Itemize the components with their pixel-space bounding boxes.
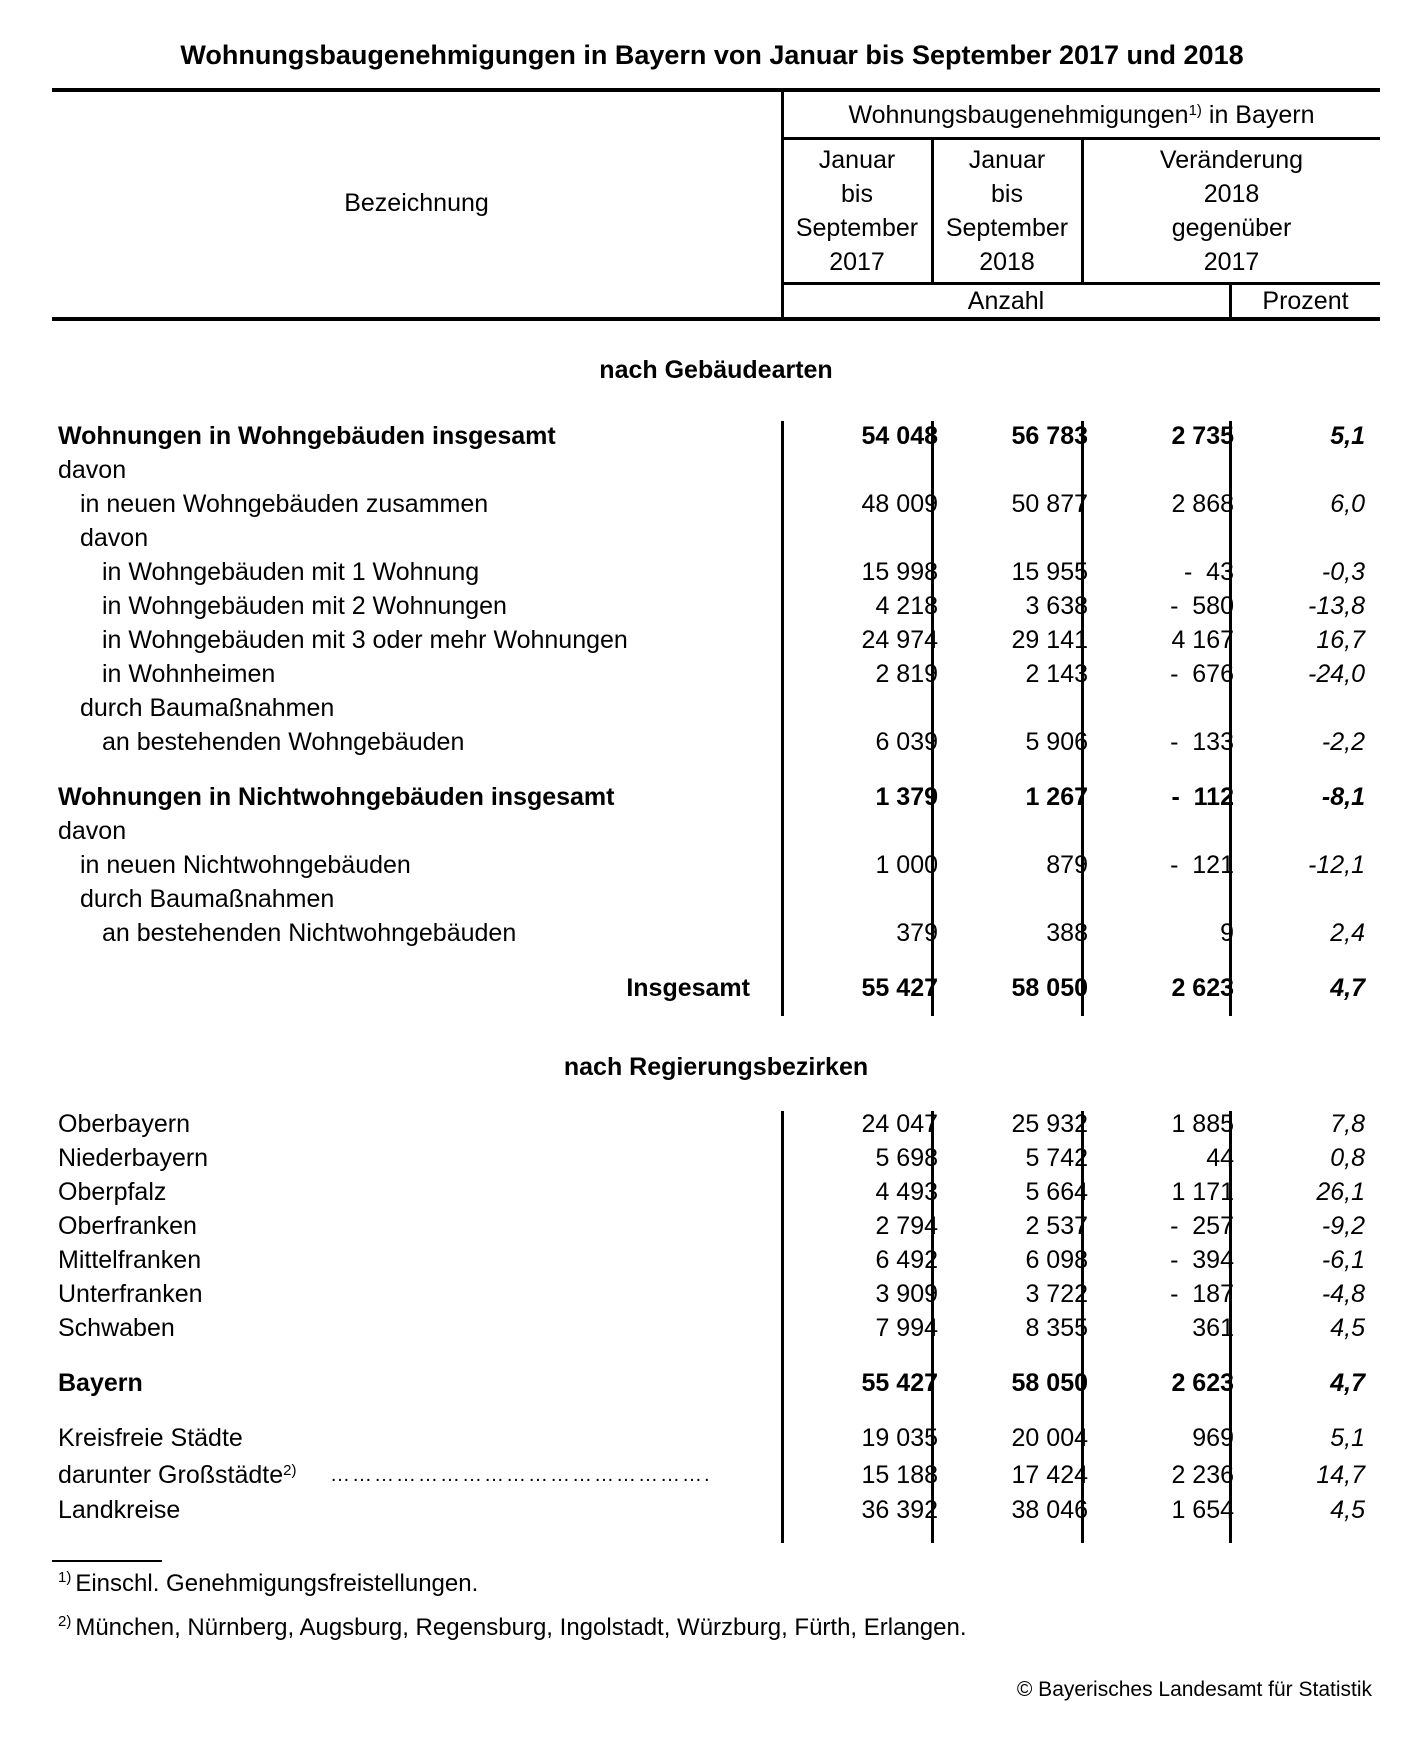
value-2018: 38 046: [1011, 1496, 1088, 1524]
footnote-ref-1: 1): [1188, 102, 1202, 119]
value-2018: 56 783: [1011, 422, 1088, 450]
value-change: 969: [1192, 1424, 1234, 1452]
value-change: 1 654: [1171, 1496, 1234, 1524]
value-percent: 7,8: [1330, 1110, 1365, 1138]
table-row: [52, 623, 1380, 657]
value-change: - 580: [1170, 592, 1234, 620]
value-percent: 6,0: [1330, 490, 1365, 518]
value-percent: 5,1: [1330, 422, 1365, 450]
row-label: in neuen Nichtwohngebäuden: [80, 851, 411, 879]
table-row-total: [52, 1366, 1380, 1400]
value-2017: 1 379: [875, 783, 938, 811]
value-2017: 54 048: [861, 422, 938, 450]
value-2017: 55 427: [861, 1369, 938, 1397]
row-label: in Wohngebäuden mit 1 Wohnung: [102, 558, 480, 586]
value-percent: 4,7: [1330, 1369, 1365, 1397]
row-label: an bestehenden Nichtwohngebäuden: [102, 919, 517, 947]
value-2018: 8 355: [1025, 1314, 1088, 1342]
row-label: in Wohnheimen: [102, 660, 276, 688]
value-2017: 4 493: [875, 1178, 938, 1206]
value-change: - 133: [1170, 728, 1234, 756]
footnote-text: München, Nürnberg, Augsburg, Regensburg, Ingolstadt, Würzburg, Fürth, Erlangen.: [75, 1614, 967, 1641]
value-change: 1 885: [1171, 1110, 1234, 1138]
value-percent: -12,1: [1308, 851, 1365, 879]
table-row: [52, 1458, 1380, 1492]
value-2017: 2 819: [875, 660, 938, 688]
page-title: Wohnungsbaugenehmigungen in Bayern von Januar bis September 2017 und 2018: [180, 40, 1244, 70]
value-percent: -6,1: [1321, 1246, 1365, 1274]
value-2017: 48 009: [861, 490, 938, 518]
value-2017: 6 039: [875, 728, 938, 756]
value-2018: 388: [1046, 919, 1088, 947]
header-unit-count: Anzahl: [967, 287, 1045, 315]
value-2018: 1 267: [1025, 783, 1088, 811]
value-change: - 112: [1171, 783, 1234, 811]
table-row: [52, 1277, 1380, 1311]
table-row: [52, 521, 1380, 555]
table-row: [52, 780, 1380, 814]
value-2018: 29 141: [1011, 626, 1088, 654]
row-label: davon: [58, 456, 127, 484]
row-label: Niederbayern: [58, 1144, 209, 1172]
header-col-change-line: gegenüber: [1171, 214, 1292, 242]
table-row: [52, 419, 1380, 453]
value-2018: 15 955: [1011, 558, 1088, 586]
value-change: - 676: [1170, 660, 1234, 688]
table-row: [52, 453, 1380, 487]
table-row: [52, 487, 1380, 521]
value-2017: 36 392: [861, 1496, 938, 1524]
value-change: 2 236: [1171, 1461, 1234, 1489]
row-label: Unterfranken: [58, 1280, 203, 1308]
row-label: in Wohngebäuden mit 3 oder mehr Wohnungen: [102, 626, 628, 654]
value-change: 4 167: [1171, 626, 1234, 654]
footnote-mark: 1): [58, 1569, 72, 1586]
value-percent: -0,3: [1321, 558, 1365, 586]
header-col-2018-line: September: [945, 214, 1069, 242]
dot-leader: …………………………………………….: [330, 1464, 712, 1486]
value-percent: 2,4: [1330, 919, 1365, 947]
row-label: durch Baumaßnahmen: [80, 885, 335, 913]
value-2018: 20 004: [1011, 1424, 1088, 1452]
header-unit-percent: Prozent: [1262, 287, 1349, 315]
table-row: [52, 1493, 1380, 1527]
table-row: [52, 1141, 1380, 1175]
table-row: [52, 555, 1380, 589]
value-change: 1 171: [1171, 1178, 1234, 1206]
table-row: [52, 725, 1380, 759]
value-2017: 24 047: [861, 1110, 938, 1138]
value-change: - 43: [1183, 558, 1234, 586]
table-row: [52, 1421, 1380, 1455]
header-stub-label: Bezeichnung: [344, 189, 489, 217]
header-col-change-line: 2018: [1203, 180, 1260, 208]
row-label: Oberbayern: [58, 1110, 191, 1138]
row-label: Mittelfranken: [58, 1246, 202, 1274]
value-change: 44: [1206, 1144, 1234, 1172]
value-percent: 4,5: [1330, 1314, 1365, 1342]
section-heading-regions: nach Regierungsbezirken: [563, 1053, 869, 1081]
value-percent: 26,1: [1316, 1178, 1365, 1206]
table-row: [52, 848, 1380, 882]
row-label: an bestehenden Wohngebäuden: [102, 728, 465, 756]
row-label: durch Baumaßnahmen: [80, 694, 335, 722]
value-2017: 24 974: [861, 626, 938, 654]
value-percent: -2,2: [1321, 728, 1365, 756]
value-2017: 15 998: [861, 558, 938, 586]
footnote-1: [58, 1569, 478, 1602]
table-row: [52, 1243, 1380, 1277]
table-row: [52, 691, 1380, 725]
value-2017: 5 698: [875, 1144, 938, 1172]
value-change: - 394: [1170, 1246, 1234, 1274]
value-change: 9: [1220, 919, 1234, 947]
value-2018: 17 424: [1011, 1461, 1088, 1489]
value-change: - 257: [1170, 1212, 1234, 1240]
footnote-mark: 2): [58, 1613, 72, 1630]
value-2018: 6 098: [1025, 1246, 1088, 1274]
value-2018: 5 664: [1025, 1178, 1088, 1206]
row-label: Wohnungen in Nichtwohngebäuden insgesamt: [58, 783, 615, 811]
header-col-2017-line: bis: [841, 180, 873, 208]
value-2017: 3 909: [875, 1280, 938, 1308]
row-label: davon: [80, 524, 149, 552]
header-group-suffix: in Bayern: [1201, 101, 1315, 129]
table-row: [52, 882, 1380, 916]
value-2017: 1 000: [875, 851, 938, 879]
value-2018: 3 722: [1025, 1280, 1088, 1308]
table-row-total: [52, 971, 1380, 1005]
table-row: [52, 1311, 1380, 1345]
header-col-2018-line: Januar: [968, 146, 1046, 174]
value-2017: 55 427: [861, 974, 938, 1002]
value-2018: 3 638: [1025, 592, 1088, 620]
footnote-separator: [52, 1560, 162, 1562]
value-2018: 2 537: [1025, 1212, 1088, 1240]
header-col-change: [1083, 143, 1380, 279]
row-label: Landkreise: [58, 1496, 181, 1524]
row-label: in neuen Wohngebäuden zusammen: [80, 490, 489, 518]
header-col-2017: [783, 143, 931, 279]
value-percent: -13,8: [1308, 592, 1365, 620]
value-2018: 879: [1046, 851, 1088, 879]
row-label: Oberfranken: [58, 1212, 197, 1240]
header-col-change-line: Veränderung: [1159, 146, 1304, 174]
row-label: davon: [58, 817, 127, 845]
table-row: [52, 1107, 1380, 1141]
value-2018: 2 143: [1025, 660, 1088, 688]
row-label: Wohnungen in Wohngebäuden insgesamt: [58, 422, 556, 450]
table-row: [52, 814, 1380, 848]
value-change: 2 735: [1171, 422, 1234, 450]
value-percent: 16,7: [1316, 626, 1365, 654]
value-change: - 121: [1170, 851, 1234, 879]
section-heading-buildings: nach Gebäudearten: [599, 356, 833, 384]
value-2017: 4 218: [875, 592, 938, 620]
header-col-2017-line: September: [795, 214, 919, 242]
row-label: in Wohngebäuden mit 2 Wohnungen: [102, 592, 507, 620]
row-label: Oberpfalz: [58, 1178, 167, 1206]
value-percent: -24,0: [1308, 660, 1365, 688]
header-col-2018-line: 2018: [979, 248, 1035, 276]
value-change: 2 623: [1171, 974, 1234, 1002]
value-2018: 5 742: [1025, 1144, 1088, 1172]
header-group-text: Wohnungsbaugenehmigungen: [848, 101, 1189, 129]
row-label: [58, 1458, 296, 1492]
header-col-2018: [933, 143, 1081, 279]
header-top-rule: [52, 88, 1380, 92]
row-label: Schwaben: [58, 1314, 175, 1342]
value-percent: 4,7: [1330, 974, 1365, 1002]
value-2018: 58 050: [1011, 974, 1088, 1002]
value-percent: 4,5: [1330, 1496, 1365, 1524]
value-2017: 7 994: [875, 1314, 938, 1342]
value-percent: -9,2: [1321, 1212, 1365, 1240]
row-label: Kreisfreie Städte: [58, 1424, 243, 1452]
table-row: [52, 589, 1380, 623]
header-col-2017-line: Januar: [818, 146, 896, 174]
value-change: 2 868: [1171, 490, 1234, 518]
value-percent: 0,8: [1330, 1144, 1365, 1172]
copyright-notice: © Bayerisches Landesamt für Statistik: [1016, 1678, 1372, 1701]
value-2017: 15 188: [861, 1461, 938, 1489]
value-percent: -8,1: [1321, 783, 1365, 811]
value-2017: 6 492: [875, 1246, 938, 1274]
value-change: 361: [1192, 1314, 1234, 1342]
row-label-text: darunter Großstädte: [58, 1461, 284, 1489]
value-percent: -4,8: [1321, 1280, 1365, 1308]
row-label: Bayern: [58, 1369, 143, 1397]
footnote-text: Einschl. Genehmigungsfreistellungen.: [75, 1570, 479, 1597]
value-2018: 5 906: [1025, 728, 1088, 756]
table-row: [52, 1209, 1380, 1243]
value-change: - 187: [1170, 1280, 1234, 1308]
header-col-change-line: 2017: [1203, 248, 1260, 276]
value-2018: 50 877: [1011, 490, 1088, 518]
header-group-label: [783, 98, 1380, 132]
value-2018: 58 050: [1011, 1369, 1088, 1397]
header-col-2017-line: 2017: [829, 248, 885, 276]
value-2017: 379: [896, 919, 938, 947]
value-change: 2 623: [1171, 1369, 1234, 1397]
footnote-ref-2: 2): [283, 1462, 297, 1479]
table-row: [52, 657, 1380, 691]
row-label: Insgesamt: [626, 974, 750, 1002]
table-row: [52, 1175, 1380, 1209]
value-percent: 14,7: [1316, 1461, 1365, 1489]
header-col-2018-line: bis: [991, 180, 1023, 208]
value-2017: 19 035: [861, 1424, 938, 1452]
value-percent: 5,1: [1330, 1424, 1365, 1452]
value-2017: 2 794: [875, 1212, 938, 1240]
table-row: [52, 916, 1380, 950]
value-2018: 25 932: [1011, 1110, 1088, 1138]
footnote-2: [58, 1613, 967, 1646]
